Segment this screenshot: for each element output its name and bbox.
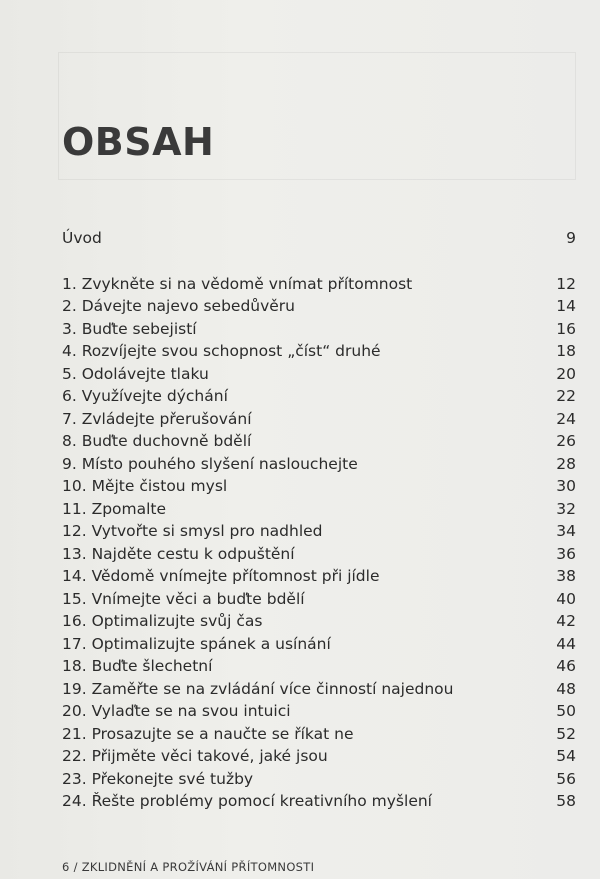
toc-entry (62, 410, 576, 433)
toc-entry-page: 30 (556, 477, 576, 495)
toc-entry-title: 18. Buďte šlechetní (62, 657, 213, 675)
toc-entry-title: 22. Přijměte věci takové, jaké jsou (62, 747, 328, 765)
toc-entry (62, 770, 576, 793)
toc-entry (62, 387, 576, 410)
toc-entry-page: 44 (556, 634, 576, 653)
toc-entry (62, 702, 576, 725)
toc-entry (62, 612, 576, 635)
toc-entry-page: 18 (556, 342, 576, 360)
toc-entry-title: 12. Vytvořte si smysl pro nadhled (62, 522, 323, 540)
toc-entry-title: 20. Vylaďte se na svou intuici (62, 702, 291, 720)
toc-entry (62, 545, 576, 568)
toc-entry-page: 50 (556, 702, 576, 720)
toc-entry-title: 21. Prosazujte se a naučte se říkat ne (62, 724, 354, 743)
toc-entry-page: 20 (556, 364, 576, 383)
toc-entry (62, 635, 576, 658)
toc-entry-page: 14 (556, 297, 576, 315)
toc-entry-page: 48 (556, 679, 576, 698)
page-title: OBSAH (62, 120, 215, 164)
toc-entry-page: 22 (556, 387, 576, 405)
toc-entry (62, 725, 576, 748)
toc-entry-title: 23. Překonejte své tužby (62, 769, 254, 788)
toc-entry-title: 6. Využívejte dýchání (62, 387, 228, 405)
toc-entry (62, 792, 576, 815)
toc-entry-title: 1. Zvykněte si na vědomě vnímat přítomnost (62, 274, 413, 293)
toc-entry-intro (62, 229, 576, 252)
toc-entry (62, 365, 576, 388)
toc-entry-page: 36 (556, 544, 576, 563)
toc-entry-page: 28 (556, 454, 576, 473)
toc-entry-page: 42 (556, 612, 576, 630)
toc-entry-page: 34 (556, 522, 576, 540)
toc-entry-title: 16. Optimalizujte svůj čas (62, 612, 263, 630)
toc-entry-title: 9. Místo pouhého slyšení naslouchejte (62, 454, 358, 473)
toc-entry-title: 4. Rozvíjejte svou schopnost „číst“ druhé (62, 342, 381, 360)
toc-entry-page: 58 (556, 792, 576, 810)
toc-entry-page: 12 (556, 274, 576, 293)
toc-entry (62, 747, 576, 770)
toc-entry-page: 32 (556, 499, 576, 518)
toc-entry-page: 40 (556, 589, 576, 608)
toc-entry-page: 24 (556, 409, 576, 428)
toc-entry (62, 275, 576, 298)
toc-entry-title: 2. Dávejte najevo sebedůvěru (62, 297, 296, 315)
toc-entry-title: 17. Optimalizujte spánek a usínání (62, 634, 331, 653)
toc-entry-title: 14. Vědomě vnímejte přítomnost při jídle (62, 567, 380, 585)
toc-entry-page: 46 (556, 657, 576, 675)
toc-entry (62, 500, 576, 523)
toc-entry-title: 5. Odolávejte tlaku (62, 364, 209, 383)
toc-entry-title: 13. Najděte cestu k odpuštění (62, 544, 295, 563)
toc-entry (62, 680, 576, 703)
toc-entry-title: 7. Zvládejte přerušování (62, 409, 252, 428)
toc-entry-title: 8. Buďte duchovně bdělí (62, 432, 252, 450)
toc-entry-title: 24. Řešte problémy pomocí kreativního myšlení (62, 792, 432, 810)
toc-entry-title: 11. Zpomalte (62, 499, 167, 518)
toc-entry-page: 56 (556, 769, 576, 788)
toc-entry-title: 19. Zaměřte se na zvládání více činností najednou (62, 679, 454, 698)
toc-entry-page: 26 (556, 432, 576, 450)
toc-entry (62, 657, 576, 680)
toc-entry (62, 320, 576, 343)
toc-entry-page: 52 (556, 724, 576, 743)
page-footer: 6 / ZKLIDNĚNÍ A PROŽÍVÁNÍ PŘÍTOMNOSTI (62, 860, 315, 874)
toc-entry (62, 567, 576, 590)
toc-entry-page: 16 (556, 319, 576, 338)
table-of-contents (62, 229, 576, 815)
toc-entry-page: 38 (556, 567, 576, 585)
toc-entry-page: 9 (566, 229, 576, 247)
toc-entry-title: 3. Buďte sebejistí (62, 319, 197, 338)
toc-entry (62, 455, 576, 478)
toc-entry-title: Úvod (62, 229, 102, 247)
toc-entry (62, 342, 576, 365)
toc-entry-page: 54 (556, 747, 576, 765)
toc-entry-title: 15. Vnímejte věci a buďte bdělí (62, 589, 305, 608)
toc-entry (62, 297, 576, 320)
toc-entry (62, 522, 576, 545)
toc-entry (62, 432, 576, 455)
toc-entry-title: 10. Mějte čistou mysl (62, 477, 228, 495)
toc-entry (62, 477, 576, 500)
toc-entry (62, 590, 576, 613)
